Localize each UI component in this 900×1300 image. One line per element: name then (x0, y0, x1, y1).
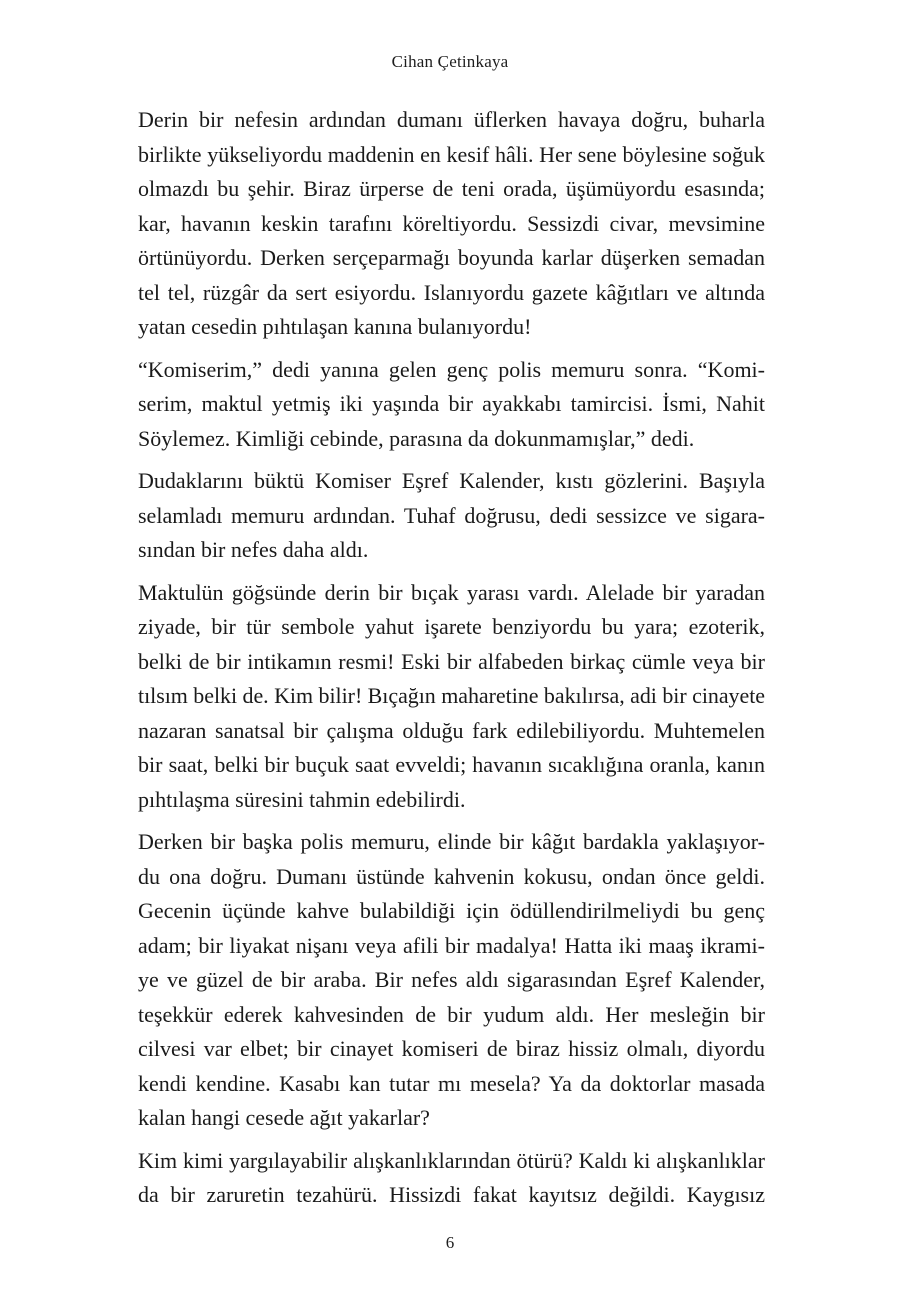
text-line: nazaran sanatsal bir çalışma olduğu fark edilebiliyordu. Muhtemelen (138, 717, 765, 743)
text-line: kar, havanın keskin tarafını köreltiyordu. Sessizdi civar, mevsimine (138, 210, 765, 236)
paragraph-3 (138, 464, 765, 568)
text-line: birlikte yükseliyordu maddenin en kesif hâli. Her sene böylesine soğuk (138, 141, 765, 167)
text-line: yatan cesedin pıhtılaşan kanına bulanıyordu! (138, 314, 532, 339)
text-line: tılsım belki de. Kim bilir! Bıçağın maharetine bakılırsa, adi bir cinayete (138, 683, 765, 708)
text-line: Derin bir nefesin ardından dumanı üflerken havaya doğru, buharla (138, 107, 765, 132)
text-line: teşekkür ederek kahvesinden de bir yudum aldı. Her mesleğin bir (138, 1001, 765, 1027)
running-header-author: Cihan Çetinkaya (391, 52, 509, 71)
paragraph-1 (138, 103, 765, 345)
text-line: Söylemez. Kimliği cebinde, parasına da dokunmamışlar,” dedi. (138, 425, 695, 451)
page-number: 6 (445, 1233, 455, 1252)
text-line: belki de bir intikamın resmi! Eski bir alfabeden birkaç cümle veya bir (138, 648, 765, 674)
text-line: örtünüyordu. Derken serçeparmağı boyunda karlar düşerken semadan (138, 245, 765, 270)
text-line: bir saat, belki bir buçuk saat evveldi; havanın sıcaklığına oranla, kanın (138, 752, 765, 777)
text-line: “Komiserim,” dedi yanına gelen genç polis memuru sonra. “Komi- (138, 356, 765, 382)
text-line: ziyade, bir tür sembole yahut işarete benziyordu bu yara; ezoterik, (138, 614, 765, 639)
text-line: da bir zaruretin tezahürü. Hissizdi fakat kayıtsız değildi. Kaygısız (138, 1182, 765, 1207)
paragraph-6 (138, 1144, 765, 1213)
text-line: kalan hangi cesede ağıt yakarlar? (138, 1105, 430, 1130)
text-line: Maktulün göğsünde derin bir bıçak yarası vardı. Alelade bir yaradan (138, 579, 765, 605)
text-line: olmazdı bu şehir. Biraz ürperse de teni orada, üşümüyordu esasında; (138, 176, 765, 201)
paragraph-5 (138, 825, 765, 1136)
text-line: Derken bir başka polis memuru, elinde bir kâğıt bardakla yaklaşıyor- (138, 829, 765, 854)
text-line: pıhtılaşma süresini tahmin edebilirdi. (138, 786, 466, 812)
text-line: Kim kimi yargılayabilir alışkanlıklarından ötürü? Kaldı ki alışkanlıklar (138, 1147, 765, 1173)
text-line: serim, maktul yetmiş iki yaşında bir ayakkabı tamircisi. İsmi, Nahit (138, 391, 765, 416)
body-text (138, 103, 765, 1221)
text-line: adam; bir liyakat nişanı veya afili bir madalya! Hatta iki maaş ikrami- (138, 932, 765, 958)
text-line: Gecenin üçünde kahve bulabildiği için ödüllendirilmeliydi bu genç (138, 898, 765, 923)
text-line: Dudaklarını büktü Komiser Eşref Kalender, kıstı gözlerini. Başıyla (138, 468, 765, 493)
paragraph-2 (138, 353, 765, 457)
text-line: selamladı memuru ardından. Tuhaf doğrusu, dedi sessizce ve sigara- (138, 502, 765, 528)
text-line: kendi kendine. Kasabı kan tutar mı mesela? Ya da doktorlar masada (138, 1070, 765, 1096)
text-line: ye ve güzel de bir araba. Bir nefes aldı sigarasından Eşref Kalender, (138, 967, 765, 992)
text-line: cilvesi var elbet; bir cinayet komiseri de biraz hissiz olmalı, diyordu (138, 1036, 765, 1061)
paragraph-4 (138, 576, 765, 818)
text-line: sından bir nefes daha aldı. (138, 537, 369, 562)
text-line: du ona doğru. Dumanı üstünde kahvenin kokusu, ondan önce geldi. (138, 863, 765, 889)
text-line: tel tel, rüzgâr da sert esiyordu. Islanıyordu gazete kâğıtları ve altında (138, 279, 765, 305)
